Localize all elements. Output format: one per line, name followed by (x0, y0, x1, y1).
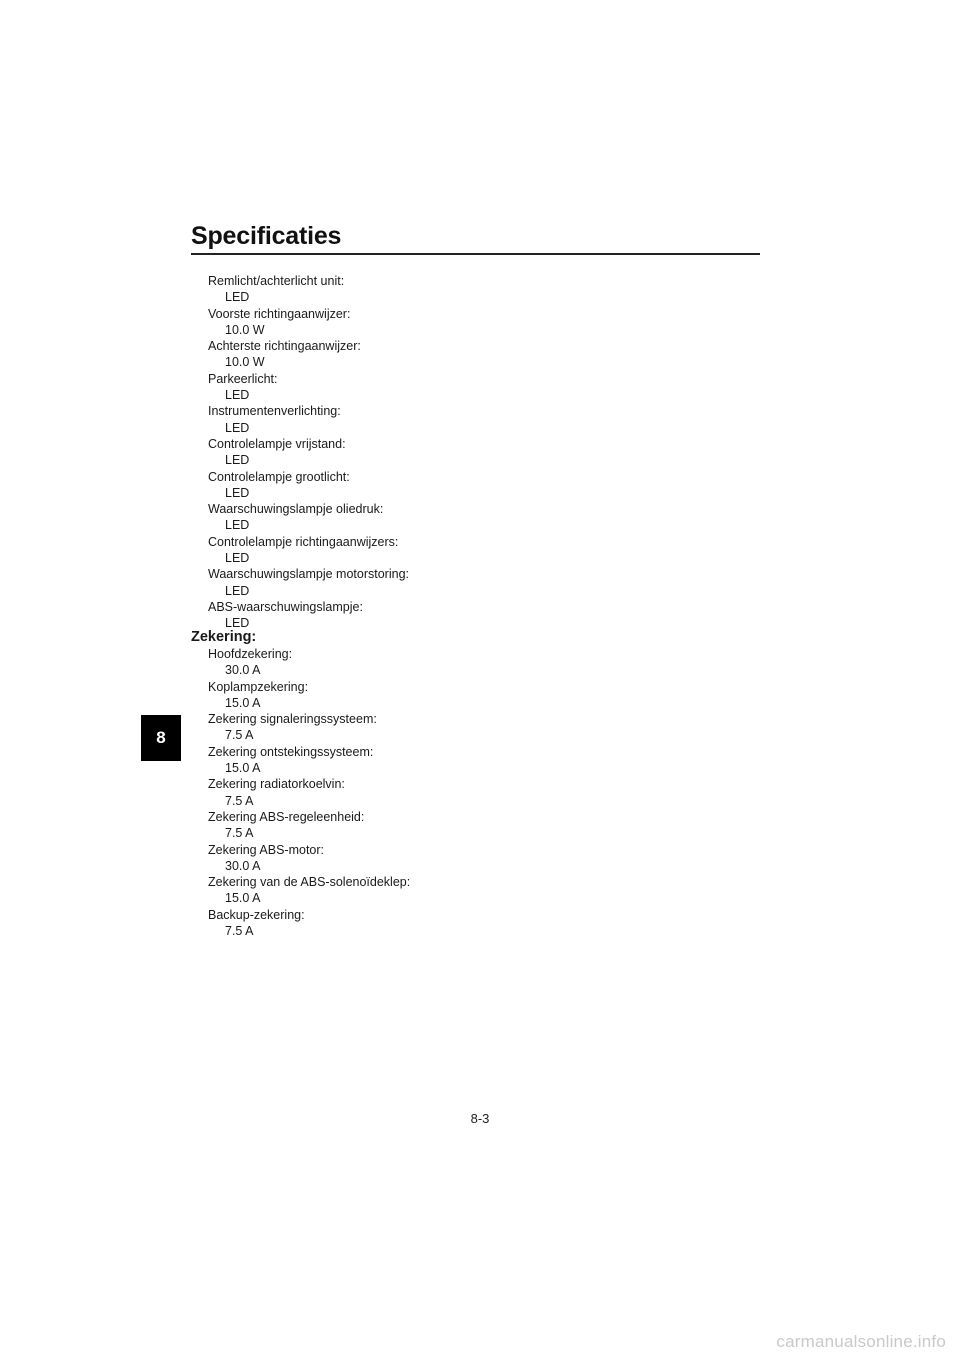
spec-item-main-fuse (191, 646, 751, 679)
spec-item-turn-signal-indicator (191, 534, 751, 567)
spec-label: Backup-zekering: (208, 907, 305, 922)
spec-item-parking-light (191, 371, 751, 404)
title-divider (191, 253, 760, 255)
spec-item-high-beam-indicator (191, 469, 751, 502)
spec-item-instrument-lighting (191, 403, 751, 436)
spec-item-radiator-fan-fuse (191, 776, 751, 809)
spec-label: Parkeerlicht: (208, 371, 278, 386)
spec-label: Zekering radiatorkoelvin: (208, 777, 345, 792)
spec-value: 7.5 A (225, 728, 254, 743)
spec-value: LED (225, 388, 250, 403)
chapter-tab[interactable]: 8 (141, 715, 181, 761)
spec-label: Achterste richtingaanwijzer: (208, 339, 361, 354)
spec-item-oil-pressure-warning (191, 501, 751, 534)
spec-item-abs-warning (191, 599, 751, 632)
spec-label: Waarschuwingslampje oliedruk: (208, 502, 384, 517)
spec-value: 15.0 A (225, 695, 261, 710)
section-heading-fuses: Zekering: (191, 629, 257, 645)
spec-label: Zekering van de ABS-solenoïdeklep: (208, 875, 411, 890)
spec-label: Hoofdzekering: (208, 647, 293, 661)
spec-value: LED (225, 420, 250, 435)
spec-label: Zekering signaleringssysteem: (208, 712, 377, 727)
page-number: 8-3 (470, 1111, 490, 1126)
watermark: carmanualsonline.info (776, 1332, 946, 1351)
spec-value: LED (225, 290, 250, 305)
spec-value: LED (225, 551, 250, 566)
spec-value: LED (225, 616, 250, 631)
spec-value: LED (225, 453, 250, 468)
spec-label: Waarschuwingslampje motorstoring: (208, 567, 410, 582)
spec-item-engine-trouble-warning (191, 566, 751, 599)
spec-item-rear-turn-signal (191, 338, 751, 371)
spec-label: Instrumentenverlichting: (208, 404, 341, 419)
spec-item-abs-ecu-fuse (191, 809, 751, 842)
spec-value: LED (225, 518, 250, 533)
spec-value: 15.0 A (225, 761, 261, 776)
spec-value: 7.5 A (225, 924, 254, 939)
spec-value: 7.5 A (225, 826, 254, 841)
spec-value: 15.0 A (225, 891, 261, 906)
fuse-spec-list (191, 628, 751, 939)
spec-label: Zekering ABS-regeleenheid: (208, 809, 365, 824)
spec-value: 30.0 A (225, 663, 261, 678)
spec-value: 7.5 A (225, 793, 254, 808)
spec-item-abs-solenoid-fuse (191, 874, 751, 907)
spec-item-headlight-fuse (191, 679, 751, 712)
spec-value: 10.0 W (225, 322, 265, 337)
spec-label: ABS-waarschuwingslampje: (208, 599, 363, 614)
spec-label: Controlelampje vrijstand: (208, 436, 346, 451)
spec-item-front-turn-signal (191, 306, 751, 339)
spec-item-ignition-fuse (191, 744, 751, 777)
spec-label: Controlelampje richtingaanwijzers: (208, 534, 399, 549)
page-title: Specificaties (191, 222, 342, 250)
spec-label: Remlicht/achterlicht unit: (208, 274, 345, 288)
spec-label: Zekering ABS-motor: (208, 842, 325, 857)
spec-value: LED (225, 583, 250, 598)
spec-item-backup-fuse (191, 907, 751, 940)
spec-value: 30.0 A (225, 858, 261, 873)
lighting-spec-list (191, 273, 751, 632)
spec-item-neutral-indicator (191, 436, 751, 469)
spec-label: Controlelampje grootlicht: (208, 469, 350, 484)
spec-value: 10.0 W (225, 355, 265, 370)
spec-label: Koplampzekering: (208, 679, 309, 694)
spec-value: LED (225, 485, 250, 500)
spec-item-brake-tail-light (191, 273, 751, 306)
spec-label: Voorste richtingaanwijzer: (208, 306, 351, 321)
spec-item-abs-motor-fuse (191, 842, 751, 875)
spec-label: Zekering ontstekingssysteem: (208, 744, 374, 759)
spec-item-signaling-fuse (191, 711, 751, 744)
